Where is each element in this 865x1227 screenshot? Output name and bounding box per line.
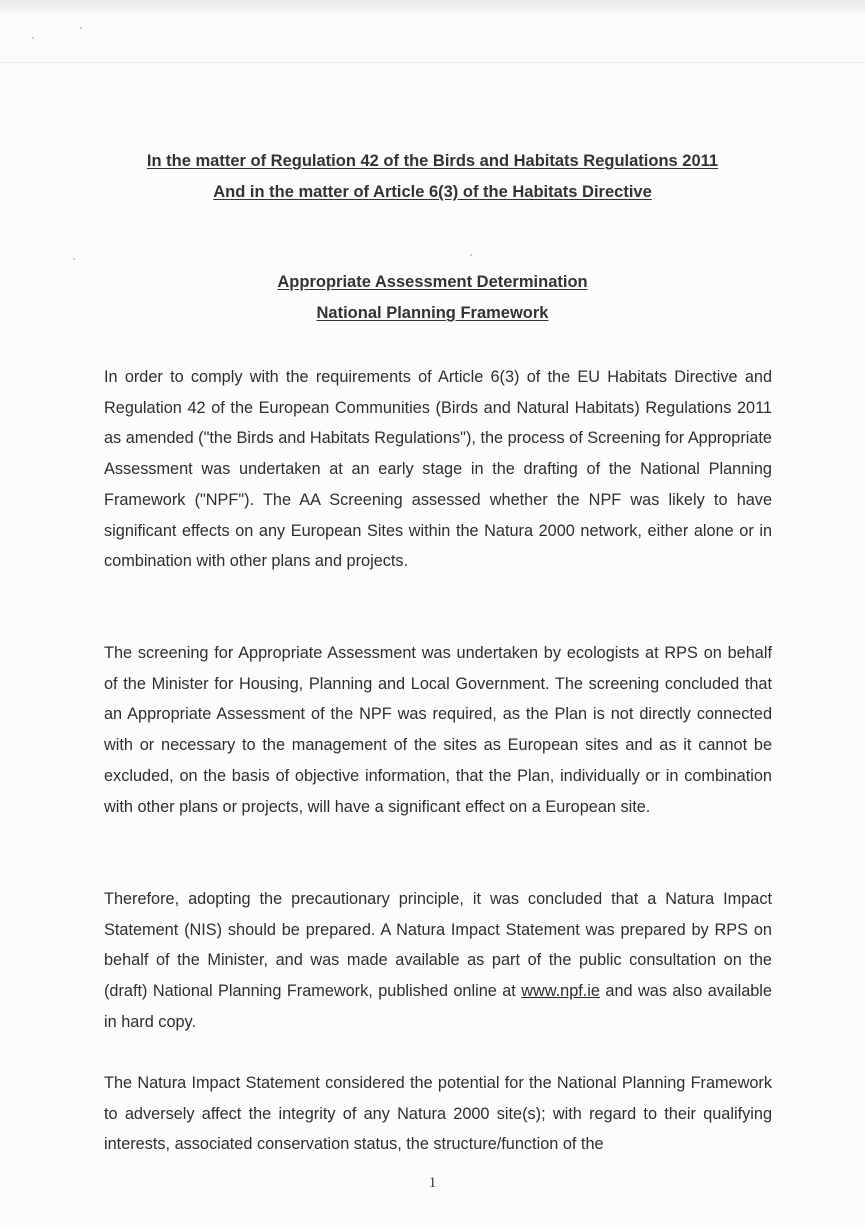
paragraph-2: The screening for Appropriate Assessment was undertaken by ecologists at RPS on behalf of the Minister for Housing, Planning and Local Government. The screening concluded that an Appropriate Assessment of the NPF was required, as the Plan is not directly connected with or necessary to the management of the sites as European sites and as it cannot be excluded, on the basis of objective information, that the Plan, individually or in combination with other plans or projects, will have a significant effect on a European site. [104, 644, 772, 816]
scan-speck [470, 254, 472, 256]
paragraph-3 [104, 884, 772, 1038]
npf-website-link[interactable]: www.npf.ie [521, 982, 600, 1001]
paragraph-1: In order to comply with the requirements of Article 6(3) of the EU Habitats Directive and Regulation 42 of the European Communities (Birds and Natural Habitats) Regulations 2011 as amended ("the Birds and Habitats Regulations"), the process of Screening for Appropriate Assessment was undertaken at an early stage in the drafting of the National Planning Framework ("NPF"). The AA Screening assessed whether the NPF was likely to have significant effects on any European Sites within the Natura 2000 network, either alone or in combination with other plans and projects. [104, 368, 772, 571]
regulation-heading-line-1: In the matter of Regulation 42 of the Birds and Habitats Regulations 2011 [146, 152, 719, 170]
scan-speck [80, 27, 82, 29]
page-number: 1 [428, 1175, 437, 1191]
scan-speck [73, 258, 75, 260]
paragraph-3-text-a: Therefore, adopting the precautionary principle, it was concluded that a Natura Impact Statement (NIS) should be prepared. A Natura Impact Statement was prepared by RPS on behalf of the Minister, and was made available as part of the public consultation on the (draft) National Planning Framework, published online at [104, 890, 772, 1001]
regulation-heading-line-2: And in the matter of Article 6(3) of the Habitats Directive [213, 183, 652, 201]
scan-edge [0, 0, 865, 14]
regulation-heading [0, 146, 865, 208]
paragraph-3-text-b: and was also available in hard copy. [104, 982, 772, 1031]
paragraph-4: The Natura Impact Statement considered the potential for the National Planning Framework to adversely affect the integrity of any Natura 2000 site(s); with regard to their qualifying interests, associated conservation status, the structure/function of the [104, 1074, 772, 1154]
determination-heading [0, 267, 865, 329]
determination-subtitle: National Planning Framework [316, 304, 549, 322]
scan-speck [32, 37, 34, 39]
scan-line [0, 62, 865, 63]
determination-title: Appropriate Assessment Determination [277, 273, 588, 291]
